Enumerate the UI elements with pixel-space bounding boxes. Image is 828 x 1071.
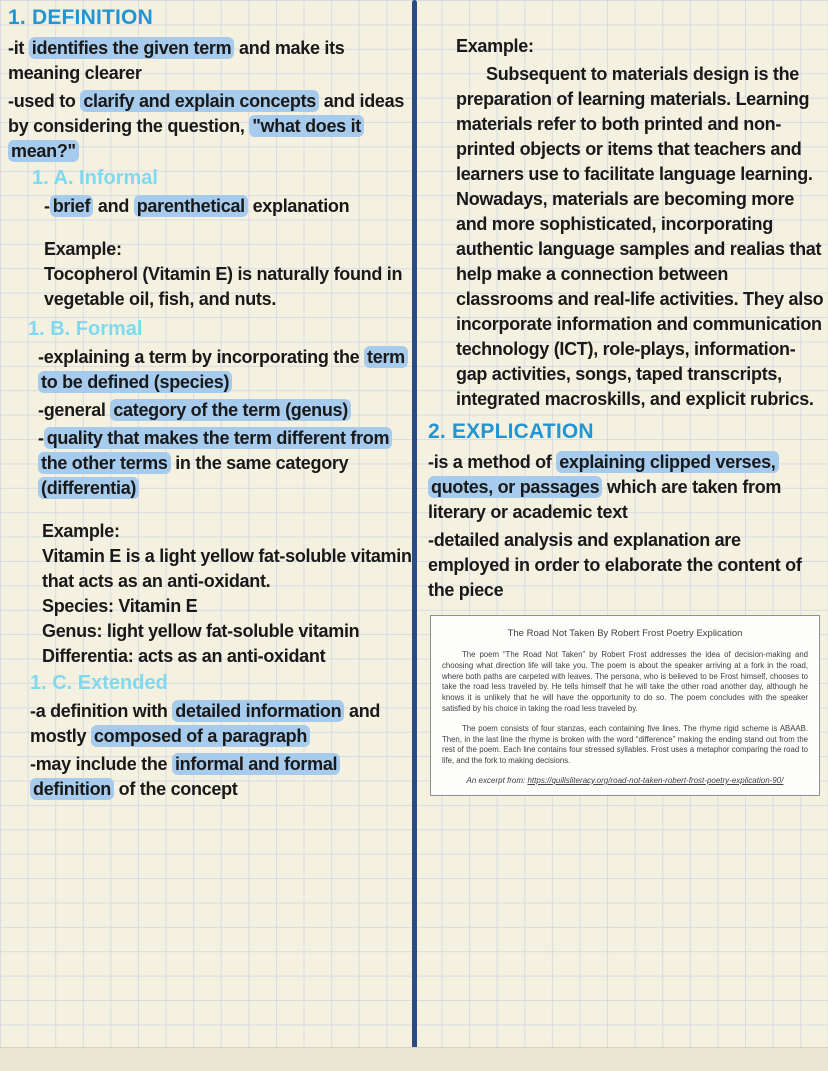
example-line: Example: (42, 521, 120, 541)
plain-text: Subsequent to materials design is the preparation of learning materials. Learning materials refer to both printed and non-printed objects or items that teachers and learners use to facilitate language learning. Nowadays, materials are becoming more and more sophisticated, incorporating authentic language samples and realias that help make a connection between classrooms and real-life activities. They also incorporate information and communication technology (ICT), role-plays, information-gap activities, songs, taped transcripts, integrated macroskills, and explicit rubrics. (456, 64, 824, 409)
example-line: Genus: light yellow fat-soluble vitamin (42, 621, 360, 641)
document-source-link[interactable]: https://quillsliteracy.org/road-not-taken-robert-frost-poetry-explication-90/ (527, 775, 784, 785)
document-title: The Road Not Taken By Robert Frost Poetry Explication (507, 628, 743, 639)
plain-text: -used to (8, 91, 81, 111)
note-paragraph (456, 62, 826, 412)
right-column (428, 34, 826, 796)
highlighted-text: brief (50, 195, 94, 217)
highlighted-text: parenthetical (134, 195, 248, 217)
right-column-text (428, 34, 826, 603)
document-footer-label: An excerpt from: (466, 775, 528, 785)
plain-text: and (93, 196, 134, 216)
note-paragraph (44, 194, 413, 219)
plain-text: -explaining a term by incorporating the (38, 347, 365, 367)
plain-text: -is a method of (428, 452, 557, 472)
example-line: Species: Vitamin E (42, 596, 198, 616)
note-paragraph (8, 36, 413, 86)
highlighted-text: informal and formal definition (30, 753, 340, 800)
highlighted-text: term to be defined (species) (38, 346, 408, 393)
plain-text: explanation (247, 196, 350, 216)
example-line: Vitamin E is a light yellow fat-soluble vitamin that acts as an anti-oxidant. (42, 546, 412, 591)
subsection-heading: 1. C. Extended (30, 672, 168, 694)
plain-text: -detailed analysis and explanation are employed in order to elaborate the content of the piece (428, 530, 802, 600)
highlighted-text: "what does it mean?" (8, 115, 364, 162)
note-paragraph (38, 398, 413, 423)
plain-text: and mostly (30, 701, 381, 746)
highlighted-text: category of the term (genus) (110, 399, 351, 421)
plain-text: - (44, 196, 50, 216)
plain-text: and make its meaning clearer (8, 38, 345, 83)
section-heading: 2. EXPLICATION (428, 420, 594, 443)
example-line: Tocopherol (Vitamin E) is naturally found in vegetable oil, fish, and nuts. (44, 264, 403, 309)
note-paragraph (30, 752, 413, 802)
subsection-heading: 1. B. Formal (28, 318, 143, 340)
plain-text: - (38, 428, 44, 448)
note-paragraph (456, 34, 826, 59)
section-heading: 1. DEFINITION (8, 6, 153, 29)
highlighted-text: explaining clipped verses, quotes, or passages (428, 451, 779, 498)
plain-text: and ideas by considering the question, (8, 91, 405, 136)
plain-text: in the same category (170, 453, 349, 473)
highlighted-text: composed of a paragraph (91, 725, 310, 747)
plain-text: of the concept (113, 779, 238, 799)
note-paragraph (428, 450, 826, 525)
note-paragraph (428, 528, 826, 603)
note-paragraph (38, 426, 413, 501)
plain-text: -general (38, 400, 111, 420)
note-paragraph (8, 89, 413, 164)
embedded-document (430, 615, 820, 796)
highlighted-text: detailed information (172, 700, 344, 722)
plain-text: -a definition with (30, 701, 173, 721)
plain-text: Example: (456, 36, 534, 56)
example-line: Example: (44, 239, 122, 259)
highlighted-text: (differentia) (38, 477, 139, 499)
highlighted-text: quality that makes the term different from the other terms (38, 427, 392, 474)
plain-text: -may include the (30, 754, 172, 774)
left-column (8, 6, 413, 805)
example-line: Differentia: acts as an anti-oxidant (42, 646, 326, 666)
highlighted-text: identifies the given term (29, 37, 235, 59)
subsection-heading: 1. A. Informal (32, 167, 158, 189)
plain-text: which are taken from literary or academic text (428, 477, 782, 522)
plain-text: -it (8, 38, 29, 58)
highlighted-text: clarify and explain concepts (80, 90, 319, 112)
document-paragraph: The poem “The Road Not Taken” by Robert Frost addresses the idea of decision-making and choosing what direction life will take you. The poem is about the speaker arriving at a fork in the road, where both paths are carpeted with leaves. The persona, who is believed to be Frost himself, chooses to take the road less traveled by. He tells himself that he will take the other road another day, although he knows it is unlikely that he will have the opportunity to do so. The poem concludes with the speaker satisfied by his choice in taking the road less traveled by. (442, 650, 808, 713)
note-paragraph (38, 345, 413, 395)
example-block (44, 237, 413, 312)
note-paragraph (30, 699, 413, 749)
document-paragraph: The poem consists of four stanzas, each containing five lines. The rhyme rigid scheme is ABAAB. Then, in the last line the rhyme is broken with the word “difference” making the ending stand out from the rest of the poem. Each line contains four stressed syllables. Frost uses a metaphor comparing the road to life, and the fork to making decisions. (442, 723, 808, 766)
document-footer (442, 776, 808, 785)
example-block (42, 519, 413, 669)
page-bottom-edge (0, 1047, 828, 1071)
